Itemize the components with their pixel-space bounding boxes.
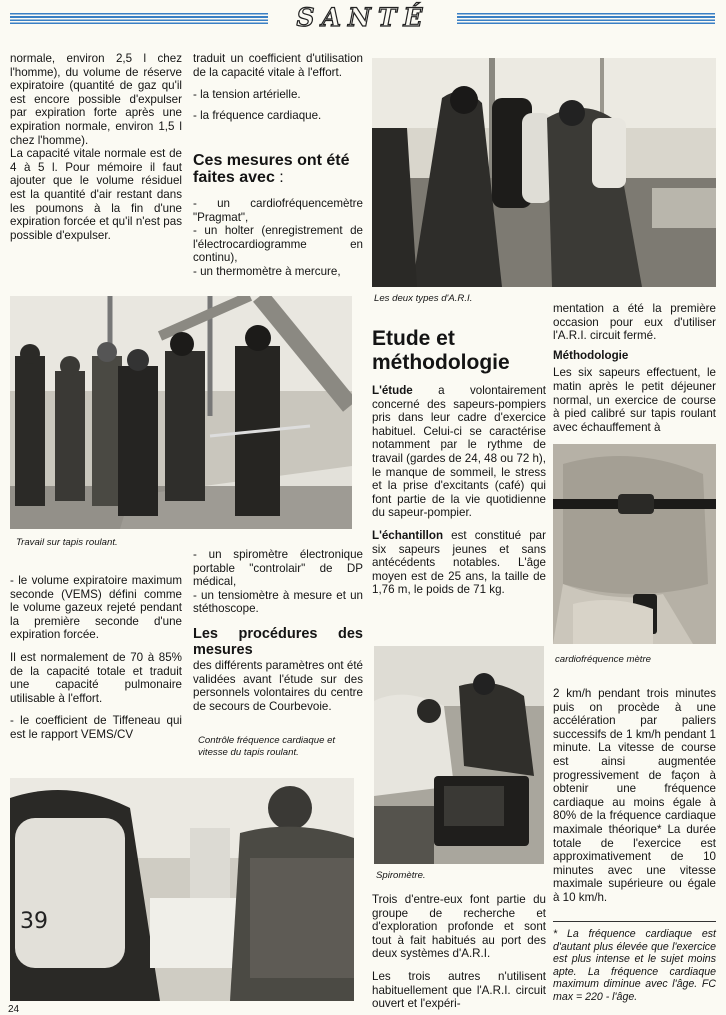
caption-treadmill: Travail sur tapis roulant. bbox=[16, 537, 118, 548]
photo-ari-firefighters bbox=[372, 58, 716, 287]
paragraph: Il est normalement de 70 à 85% de la capacité totale et traduit une capacité pulmonaire utilisable à l'effort. bbox=[10, 650, 182, 705]
paragraph-body: a volontairement concerné des sapeurs-pompiers pris dans leur cadre d'exercice habituel. Celui-ci se caractérise notamment par le rythme de travail (gardes de 24, 48 ou 72 h), le manque de sommeil, le stress et la prise d'excitants (café) qui font partie de la vie quotidienne du sapeur-pompier. bbox=[372, 384, 547, 520]
col1-mid-text bbox=[10, 574, 182, 742]
list-item: - un cardiofréquencemètre "Pragmat", bbox=[193, 197, 363, 224]
svg-text:39: 39 bbox=[20, 909, 48, 934]
subheading: Méthodologie bbox=[553, 348, 629, 362]
header-rule-right bbox=[457, 13, 715, 24]
heading-procedures bbox=[193, 626, 363, 658]
col2-mid-text bbox=[193, 548, 363, 616]
caption-cardio: cardiofréquence mètre bbox=[555, 654, 651, 665]
photo-heart-rate-control bbox=[10, 778, 354, 1001]
paragraph-body: est constitué par six sapeurs jeunes et sans antécédents notables. L'âge moyen est de 25 ans, la taille de 1,76 m, le poids de 71 kg. bbox=[372, 528, 546, 597]
lead-term: L'échantillon bbox=[372, 528, 444, 542]
page-number: 24 bbox=[8, 1004, 20, 1015]
col4-text-top bbox=[553, 302, 716, 434]
heading-text: Ces mesures ont été faites avec bbox=[193, 152, 350, 186]
col2-top-text bbox=[193, 52, 363, 122]
col4-text-main bbox=[553, 687, 716, 905]
etude-text-bottom bbox=[372, 893, 546, 1011]
procedures-text bbox=[193, 659, 363, 713]
list-item: - un holter (enregistrement de l'électrocardiogramme en continu), bbox=[193, 224, 363, 265]
col1-top-text bbox=[10, 52, 182, 242]
heading-text: Les procédures des mesures bbox=[193, 626, 363, 658]
caption-controle: Contrôle fréquence cardiaque et vitesse du tapis roulant. bbox=[198, 735, 336, 758]
list-item: - un spiromètre électronique portable "controlair" de DP médical, bbox=[193, 548, 363, 589]
paragraph: 2 km/h pendant trois minutes puis on procède à une accélération par paliers successifs de 1 km/h pendant 1 minute. La vitesse de course est ainsi augmentée progressivement de façon à obtenir une fréquence cardiaque au moins égale à 80% de la fréquence cardiaque maximale théorique* La durée totale de l'exercice est approximativement de 10 minutes avec une vitesse maximale supérieure ou égale à 10 km/h. bbox=[553, 687, 716, 904]
paragraph: - le volume expiratoire maximum seconde (VEMS) défini comme le volume gazeux rejeté pendant la première seconde d'une expiration forcée. bbox=[10, 574, 182, 642]
paragraph: - le coefficient de Tiffeneau qui est le rapport VEMS/CV bbox=[10, 714, 182, 741]
lead-term: L'étude bbox=[372, 384, 413, 397]
paragraph bbox=[372, 384, 546, 520]
paragraph: des différents paramètres ont été validées avant l'étude sur des personnels volontaires du centre de secours de Courbevoie. bbox=[193, 659, 363, 713]
footnote-rule bbox=[553, 921, 716, 922]
heading-etude bbox=[372, 327, 548, 375]
col2-tools-list bbox=[193, 197, 363, 279]
list-item: - la tension artérielle. bbox=[193, 88, 301, 102]
photo-spirometer bbox=[374, 646, 544, 864]
list-item: - la fréquence cardiaque. bbox=[193, 108, 322, 122]
list-item: - un tensiomètre à mesure et un stéthoscope. bbox=[193, 588, 363, 616]
paragraph: mentation a été la première occasion pour eux d'utiliser l'A.R.I. circuit fermé. bbox=[553, 302, 716, 343]
section-title: SANTÉ bbox=[296, 3, 430, 32]
photo-cardio-monitor bbox=[553, 444, 716, 644]
list-item: - un thermomètre à mercure, bbox=[193, 264, 341, 278]
paragraph: La capacité vitale normale est de 4 à 5 l. Pour mémoire il faut ajouter que le volume résiduel est la quantité d'air restant dans les poumons à la fin d'une expiration forcée et qu'il n'est pas possible d'expulser. bbox=[10, 147, 182, 242]
heading-mesures bbox=[193, 152, 365, 186]
header-rule-left bbox=[10, 13, 268, 24]
paragraph: Les trois autres n'utilisent habituellement que l'A.R.I. circuit ouvert et l'expéri- bbox=[372, 969, 546, 1011]
heading-line: méthodologie bbox=[372, 351, 510, 374]
paragraph: Trois d'entre-eux font partie du groupe de recherche et d'exploration profonde et sont tout à fait habitués au port des deux systèmes d'A.R.I. bbox=[372, 893, 546, 961]
paragraph: Les six sapeurs effectuent, le matin après le petit déjeuner normal, un exercice de course à pied calibré sur tapis roulant avec échauffement à bbox=[553, 366, 716, 434]
heading-colon: : bbox=[274, 169, 284, 186]
footnote: * La fréquence cardiaque est d'autant plus élevée que l'exercice est plus intense et le sujet moins apte. La fréquence cardiaque maximum diminue avec l'âge. FC max = 220 - l'âge. bbox=[553, 928, 716, 1003]
etude-text bbox=[372, 384, 546, 597]
paragraph bbox=[372, 529, 546, 597]
paragraph: traduit un coefficient d'utilisation de la capacité vitale à l'effort. bbox=[193, 52, 363, 79]
caption-ari: Les deux types d'A.R.I. bbox=[374, 293, 473, 304]
paragraph: normale, environ 2,5 l chez l'homme), du volume de réserve expiratoire (quantité de gaz qu'il est encore possible d'expulser par expiration forte après une expiration normale, environ 1,5 l chez l'homme). bbox=[10, 52, 182, 147]
caption-spiro: Spiromètre. bbox=[376, 870, 426, 881]
photo-treadmill bbox=[10, 296, 352, 529]
heading-line: Etude et bbox=[372, 327, 455, 350]
